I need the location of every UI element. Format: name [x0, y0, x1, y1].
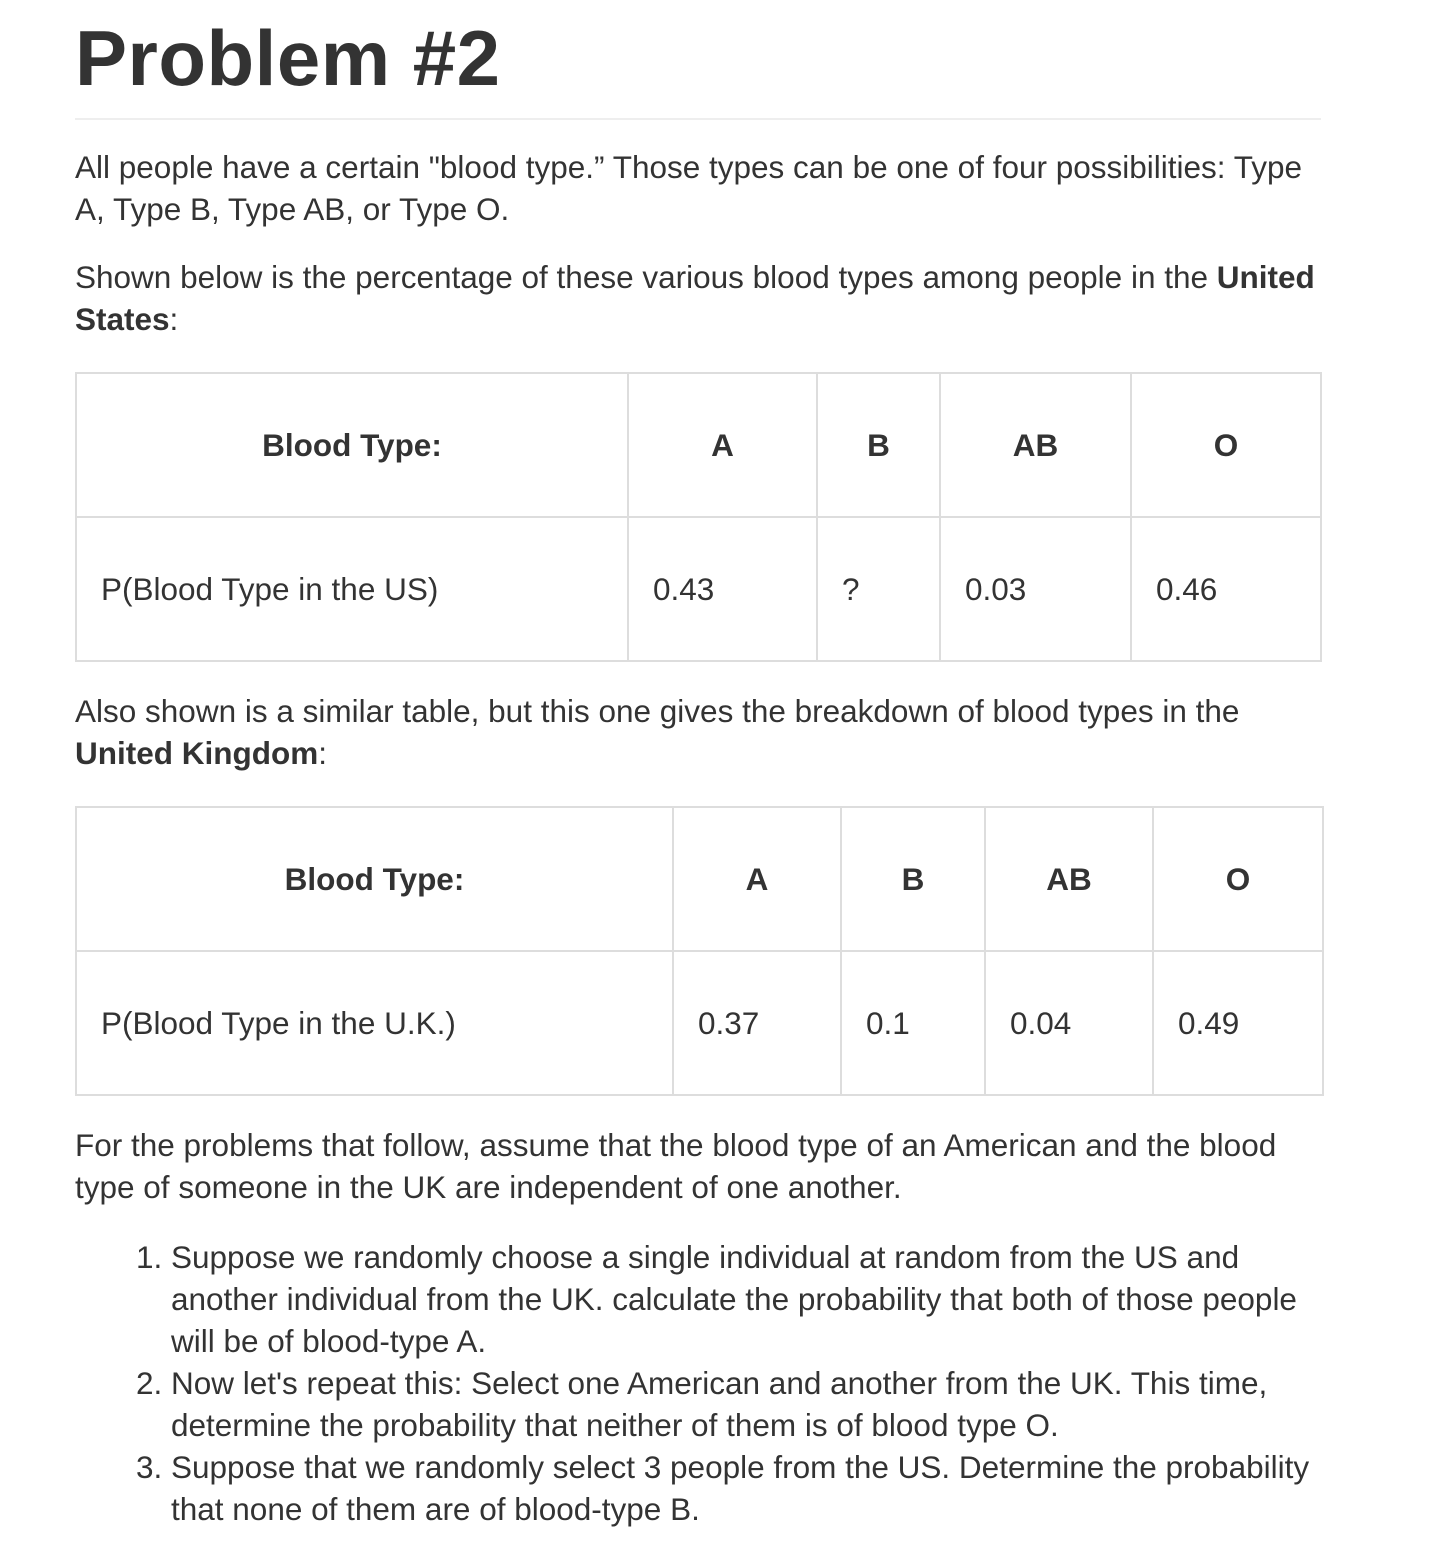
- question-item-3: 3. Suppose that we randomly select 3 people from the US. Determine the probability that none of them are of blood-type B.: [171, 1446, 1321, 1530]
- uk-intro-text: Also shown is a similar table, but this one gives the breakdown of blood types in the: [75, 693, 1240, 729]
- title-divider: [75, 118, 1321, 120]
- header-type-a: A: [628, 373, 817, 517]
- header-type-ab: AB: [985, 807, 1153, 951]
- value-ab: 0.03: [940, 517, 1131, 661]
- page-title: Problem #2: [75, 14, 501, 102]
- question-list: [75, 1236, 1321, 1530]
- value-a: 0.43: [628, 517, 817, 661]
- header-type-ab: AB: [940, 373, 1131, 517]
- header-label: Blood Type:: [76, 373, 628, 517]
- uk-country-name: United Kingdom: [75, 735, 319, 771]
- value-b: ?: [817, 517, 940, 661]
- us-intro-paragraph: [75, 256, 1321, 340]
- assumption-paragraph: For the problems that follow, assume that the blood type of an American and the blood type of someone in the UK are independent of one another.: [75, 1127, 1277, 1205]
- value-o: 0.49: [1153, 951, 1323, 1095]
- us-country-name: United States: [75, 259, 1315, 337]
- us-blood-type-table: [75, 372, 1322, 662]
- uk-intro-paragraph: [75, 690, 1321, 774]
- header-type-o: O: [1131, 373, 1321, 517]
- row-label: P(Blood Type in the U.K.): [76, 951, 673, 1095]
- value-a: 0.37: [673, 951, 841, 1095]
- header-label: Blood Type:: [76, 807, 673, 951]
- header-type-b: B: [817, 373, 940, 517]
- table-row: [76, 517, 1321, 661]
- value-o: 0.46: [1131, 517, 1321, 661]
- table-header-row: [76, 373, 1321, 517]
- header-type-a: A: [673, 807, 841, 951]
- table-header-row: [76, 807, 1323, 951]
- problem-page: [75, 0, 1321, 1530]
- row-label: P(Blood Type in the US): [76, 517, 628, 661]
- table-row: [76, 951, 1323, 1095]
- uk-intro-end: :: [318, 735, 327, 771]
- us-intro-end: :: [169, 301, 179, 337]
- value-b: 0.1: [841, 951, 985, 1095]
- header-type-o: O: [1153, 807, 1323, 951]
- intro-paragraph: All people have a certain "blood type.” Those types can be one of four possibilities: Type A, Type B, Type AB, or Type O.: [75, 149, 1303, 227]
- header-type-b: B: [841, 807, 985, 951]
- question-item-1: 1. Suppose we randomly choose a single individual at random from the US and another individual from the UK. calculate the probability that both of those people will be of blood-type A.: [171, 1236, 1321, 1362]
- value-ab: 0.04: [985, 951, 1153, 1095]
- us-intro-text: Shown below is the percentage of these various blood types among people in the: [75, 259, 1217, 295]
- question-item-2: 2. Now let's repeat this: Select one American and another from the UK. This time, determine the probability that neither of them is of blood type O.: [171, 1362, 1321, 1446]
- uk-blood-type-table: [75, 806, 1324, 1096]
